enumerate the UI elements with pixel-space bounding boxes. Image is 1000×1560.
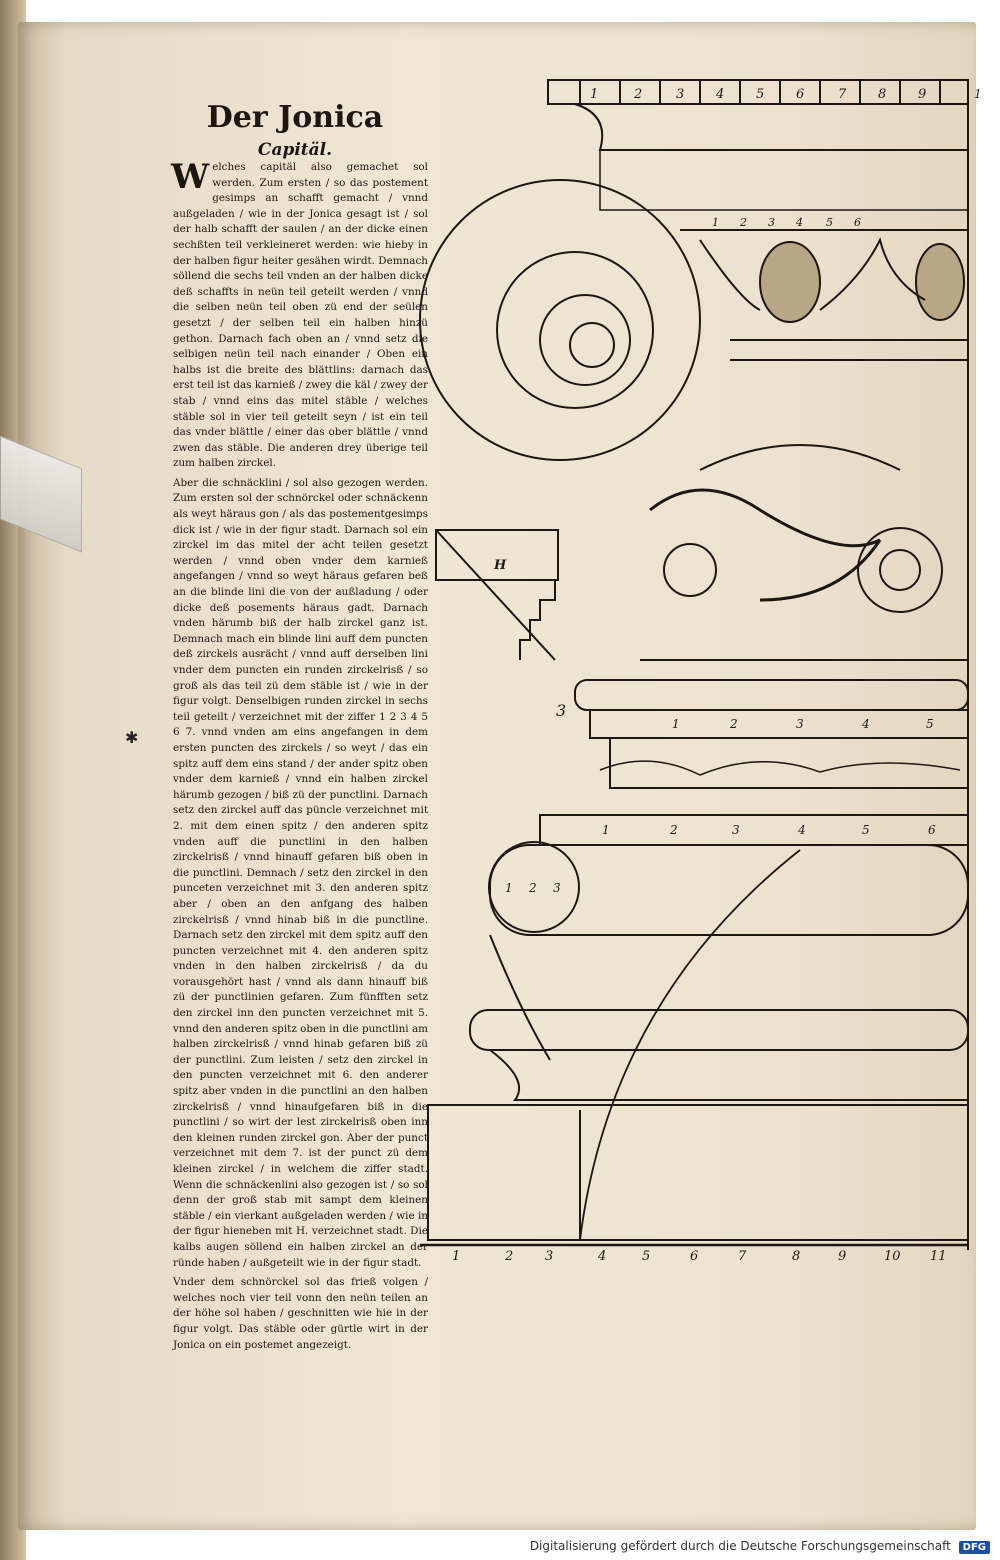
- scale-label: 5: [826, 216, 833, 229]
- scale-label: 2: [670, 823, 678, 837]
- footer-text: Digitalisierung gefördert durch die Deutsche Forschungsgemeinschaft: [529, 1539, 951, 1553]
- scale-label: 2: [740, 216, 747, 229]
- scale-label: 11: [930, 1249, 947, 1264]
- right-scale-label: 1: [974, 87, 982, 101]
- scale-label: 3: [732, 823, 740, 837]
- paragraph: Welches capitäl also gemachet sol werden. Zum ersten / so das postement gesimps an schafft gemacht / vnnd außgeladen / wie in der Jonica gesagt ist / sol der halb schafft der saulen / an der dicke einen sechßten teil verkleineret werden: wie hieby in der halben figur heiter gesähen wirdt. Demnach söllend die sechs teil vnden an der halben dicke deß schaffts in neün teil geteilt werden / vnnd die selben neün teil oben zü end der seülen gesetzt / der selben teil ein halben hinzü gethon. Darnach fach oben an / vnnd setz die selbigen neün teil nach einander / Oben ein halbs ist die breite des blättlins: darnach das erst teil ist das karnieß / zwey die käl / zwey der stab / vnnd eins das mitel stäble / welches stäble sol in vier teil geteilt seyn / ist ein teil das vnder blättle / einer das ober blättle / vnnd zwen das stäble. Die anderen drey überige teil zum halben zirckel.: [171, 157, 428, 470]
- scale-label: 3: [768, 216, 775, 229]
- scale-label: 5: [642, 1249, 651, 1264]
- scale-label: 2: [730, 717, 738, 731]
- scale-label: 5: [862, 823, 870, 837]
- scale-label: 5: [756, 87, 765, 102]
- page-subtitle: Capitäl.: [257, 140, 333, 160]
- scale-label: 1: [712, 216, 719, 229]
- scale-label: 9: [918, 87, 927, 102]
- torus-numbers: [505, 881, 561, 895]
- scale-label: 3: [553, 881, 561, 895]
- scale-label: 4: [716, 87, 725, 102]
- scale-label: 8: [878, 87, 887, 102]
- abacus-numbers-2: [602, 823, 936, 837]
- scale-label: 2: [529, 881, 537, 895]
- scale-label: 6: [796, 87, 805, 102]
- scale-label: 7: [838, 87, 847, 102]
- scale-label: 3: [676, 87, 685, 102]
- bottom-scale-numbers: [452, 1249, 947, 1264]
- asterisk-mark: ✱: [125, 728, 139, 747]
- dfg-logo: DFG: [959, 1541, 990, 1554]
- top-scale-numbers: [590, 87, 926, 102]
- scale-label: 8: [792, 1249, 801, 1264]
- scale-label: 6: [690, 1249, 699, 1264]
- scale-label: 3: [796, 717, 804, 731]
- scale-label: 10: [884, 1249, 901, 1264]
- scale-label: 4: [796, 216, 803, 229]
- scale-label: 6: [928, 823, 936, 837]
- scale-label: 4: [598, 1249, 607, 1264]
- scale-label: 9: [838, 1249, 847, 1264]
- volute-outer: [420, 180, 700, 460]
- scale-label: 1: [602, 823, 610, 837]
- scale-label: 2: [505, 1249, 514, 1264]
- page-title: Der Jonica: [206, 100, 384, 135]
- paragraph: Vnder dem schnörckel sol das frieß volgen / welches noch vier teil vonn den neün teilen an der höhe sol haben / geschnitten wie hie in der figur volgt. Das stäble oder gürtle wirt in der Jonica on ein postemet angezeigt.: [173, 1276, 428, 1351]
- scale-label: 1: [505, 881, 513, 895]
- scale-label: 4: [798, 823, 806, 837]
- scale-label: 1: [590, 87, 599, 102]
- profile-label: H: [494, 558, 507, 573]
- scale-label: 1: [452, 1249, 461, 1264]
- scale-label: 5: [926, 717, 934, 731]
- side-label: 3: [556, 701, 567, 720]
- scale-label: 2: [634, 87, 643, 102]
- egg-scale-numbers: [712, 216, 861, 229]
- scale-label: 3: [545, 1249, 554, 1264]
- scale-label: 4: [862, 717, 870, 731]
- footer-credit: [530, 1539, 990, 1554]
- paragraph: Aber die schnäcklini / sol also gezogen werden. Zum ersten sol der schnörckel oder schnäckenn als weyt häraus gon / als das postementgesimps dick ist / wie in der figur stadt. Darnach sol ein zirckel im das mitel der acht teilen gesetzt werden / vnnd oben vnder dem karnieß angefangen / vnnd so weyt häraus gefaren beß an die blinde lini die von der außladung / oder dicke deß posements häraus gadt. Darnach vnden härumb biß der halb zirckel ganz ist. Demnach mach ein blinde lini auff dem puncten deß zirckels ausrächt / vnnd auff derselben lini vnder dem puncten ein runden zirckelrisß / so groß als das teil zü dem stäble ist / wie in der figur volgt. Denselbigen runden zirckel in sechs teil geteilt / verzeichnet mit der ziffer 1 2 3 4 5 6 7. vnnd vnden am eins angefangen in dem ersten puncten des zirckels / so weyt / das ein spitz auff dem eins stand / der ander spitz oben vnder dem karnieß / vnnd ein halben zirckel härumb gezogen / biß zü der punctlini. Darnach setz den zirckel auff das püncle verzeichnet mit 2. mit dem einen spitz / den anderen spitz vnden auff die punctlini in den halben zirckelrisß / vnnd hinauff gefaren biß oben in die punctlini. Demnach / setz den zirckel in den punceten verzeichnet mit 3. den anderen spitz aber / oben an den anfgang des halben zirckelrisß / vnnd hinab biß in die punctline. Darnach setz den zirckel mit dem spitz auff den puncten verzeichnet mit 4. den anderen spitz vnden in den halben zirckelrisß / da du vorausgehört hast / vnnd als dann hinauff biß zü der punctlinien gefaren. Zum fünfften setz den zirckel inn den puncten verzeichnet mit 5. vnnd den anderen spitz oben in die punctlini am halben zirckelrisß / vnnd hinab gefaren biß zü der punctlini. Zum leisten / setz den zirckel in den puncten verzeichnet mit 6. den anderer spitz aber vnden in die punctlini an den halben zirckelrisß / vnnd hinaufgefaren biß in die punctlini / so wirt der lest zirckelrisß oben inn den kleinen runden zirckel gon. Aber der punct verzeichnet mit dem 7. ist der punct zü dem kleinen zirckel / in welchem die ziffer stadt. Wenn die schnäckenlini also gezogen ist / so sol denn der groß stab mit sampt dem kleinen stäble / ein vierkant außgeladen werden / wie in der figur hieneben mit H. verzeichnet stadt. Die kalbs augen söllend ein halben zirckel an der ründe haben / außgeteilt wie in der figur stadt.: [173, 476, 428, 1269]
- scale-label: 6: [854, 216, 861, 229]
- abacus-numbers-1: [672, 717, 934, 731]
- scale-label: 1: [672, 717, 680, 731]
- scale-label: 7: [738, 1249, 747, 1264]
